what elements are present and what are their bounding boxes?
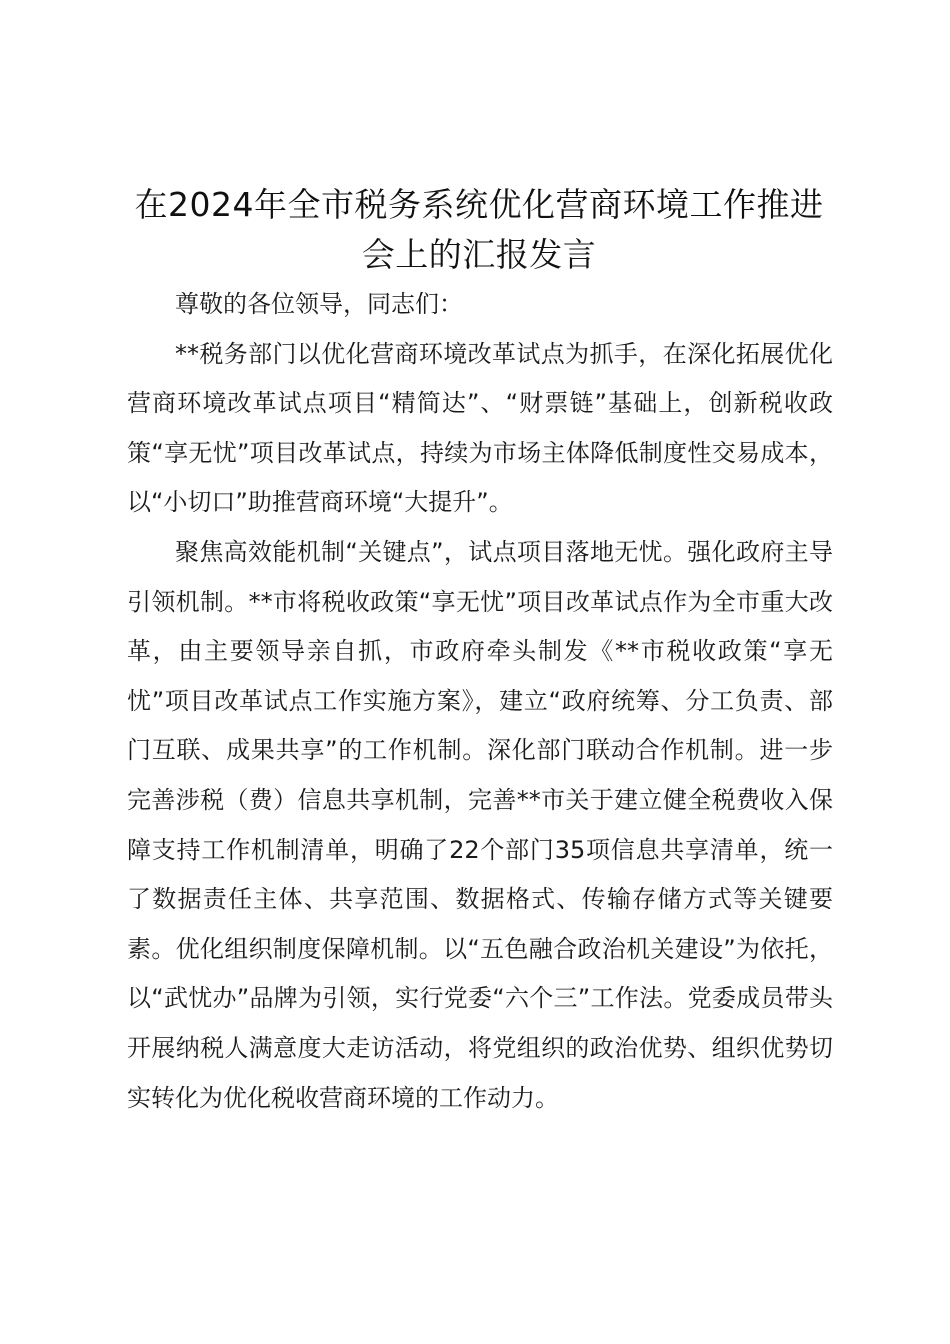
- salutation: 尊敬的各位领导，同志们：: [175, 290, 463, 318]
- document-title: 在2024年全市税务系统优化营商环境工作推进会上的汇报发言: [134, 185, 824, 274]
- paragraph-mechanism: 聚焦高效能机制“关键点”，试点项目落地无忧。强化政府主导引领机制。**市将税收政策“享无忧”项目改革试点作为全市重大改革，由主要领导亲自抓，市政府牵头制发《**市税收政策“享无忧”项目改革试点工作实施方案》，建立“政府统筹、分工负责、部门互联、成果共享”的工作机制。深化部门联动合作机制。进一步完善涉税（费）信息共享机制，完善**市关于建立健全税费收入保障支持工作机制清单，明确了22个部门35项信息共享清单，统一了数据责任主体、共享范围、数据格式、传输存储方式等关键要素。优化组织制度保障机制。以“五色融合政治机关建设”为依托，以“武忧办”品牌为引领，实行党委“六个三”工作法。党委成员带头开展纳税人满意度大走访活动，将党组织的政治优势、组织优势切实转化为优化税收营商环境的工作动力。: [127, 537, 833, 1112]
- document-body: [127, 280, 833, 1123]
- paragraph-intro: **税务部门以优化营商环境改革试点为抓手，在深化拓展优化营商环境改革试点项目“精简达”、“财票链”基础上，创新税收政策“享无忧”项目改革试点，持续为市场主体降低制度性交易成本，以“小切口”助推营商环境“大提升”。: [127, 339, 833, 517]
